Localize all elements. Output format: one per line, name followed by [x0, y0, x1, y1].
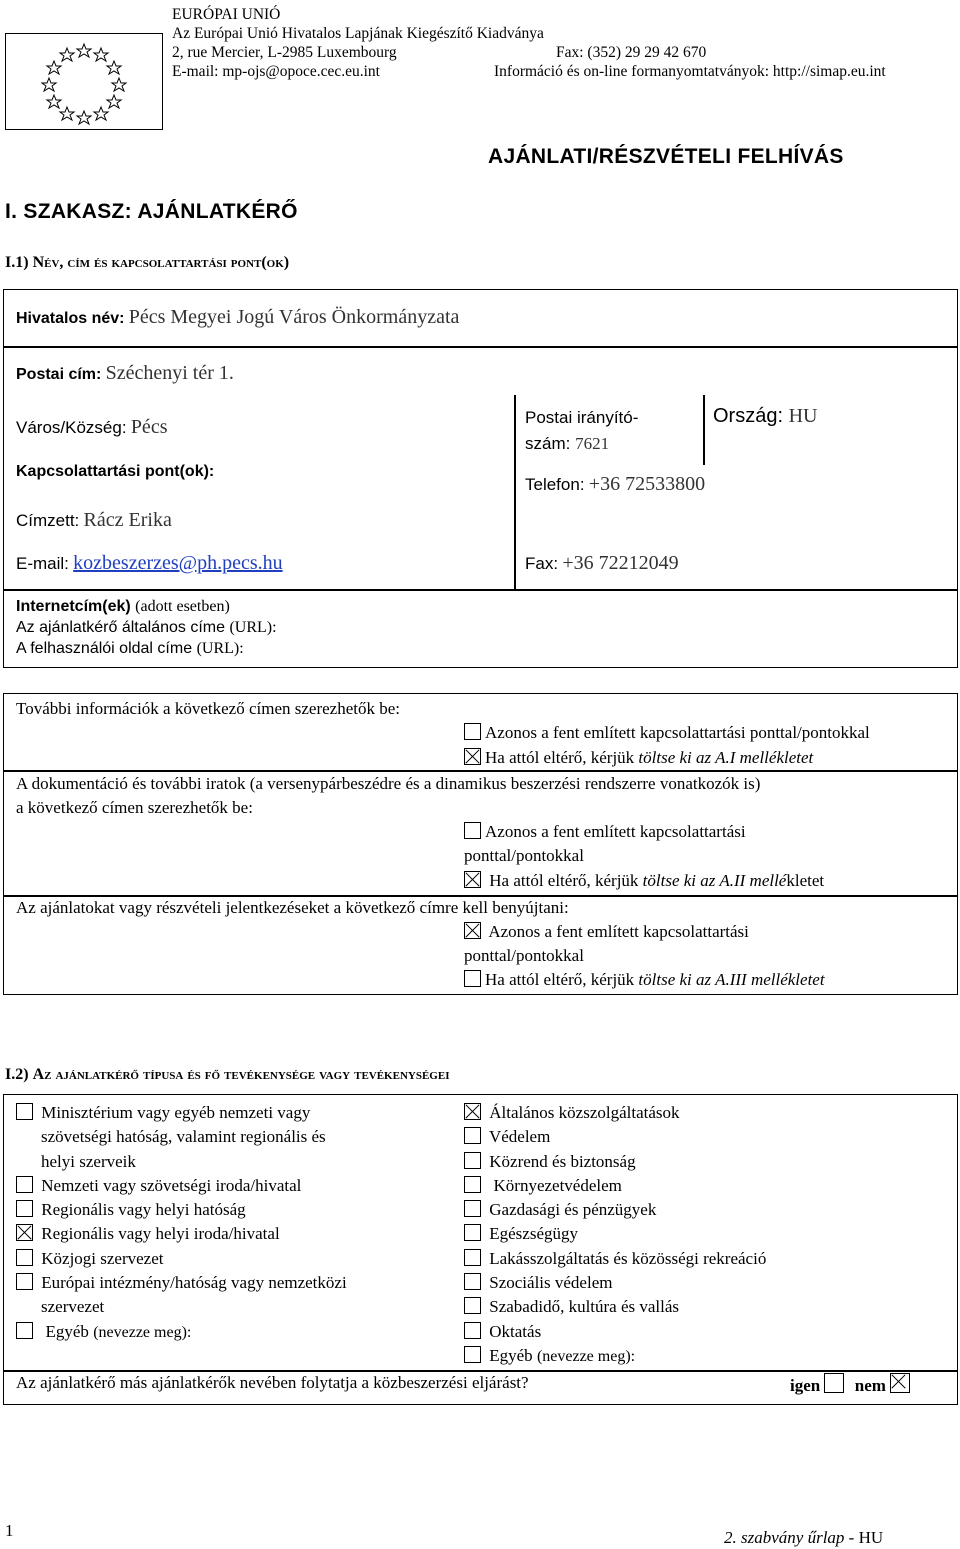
checkbox-unchecked[interactable]: [16, 1176, 33, 1193]
activity-defence: Védelem: [464, 1125, 766, 1149]
postal-address-value: Széchenyi tér 1.: [105, 362, 234, 384]
checkbox-checked[interactable]: [464, 1103, 481, 1120]
checkbox-unchecked[interactable]: [464, 1176, 481, 1193]
attention-row: Címzett: Rácz Erika: [16, 509, 172, 531]
yes-checkbox[interactable]: [824, 1373, 844, 1393]
checkbox-checked[interactable]: [464, 922, 481, 939]
checkbox-unchecked[interactable]: [464, 822, 481, 839]
country-value: HU: [788, 405, 818, 427]
type-public-law-body: Közjogi szervezet: [16, 1247, 347, 1271]
checkbox-unchecked[interactable]: [464, 1127, 481, 1144]
checkbox-unchecked[interactable]: [464, 1152, 481, 1169]
email-row: E-mail: kozbeszerzes@ph.pecs.hu: [16, 552, 283, 574]
header-publication: Az Európai Unió Hivatalos Lapjának Kiegészítő Kiadványa: [172, 25, 544, 42]
submission-opt-same-cont: ponttal/pontokkal: [464, 946, 584, 965]
attention-value: Rácz Erika: [83, 509, 172, 531]
zip-value: 7621: [575, 434, 610, 453]
checkbox-unchecked[interactable]: [464, 1200, 481, 1217]
fax-row: Fax: +36 72212049: [525, 552, 679, 574]
activity-public-order: Közrend és biztonság: [464, 1150, 766, 1174]
contact-point-label: Kapcsolattartási pont(ok):: [16, 463, 215, 480]
checkbox-unchecked[interactable]: [16, 1322, 33, 1339]
documents-question-1: A dokumentáció és további iratok (a versenypárbeszédre és a dinamikus beszerzési rendszerre vonatkozók is): [16, 774, 761, 793]
checkbox-unchecked[interactable]: [16, 1103, 33, 1120]
documents-opt-same: Azonos a fent említett kapcsolattartási: [464, 822, 746, 842]
activity-recreation: Szabadidő, kultúra és vallás: [464, 1295, 766, 1319]
eu-flag-icon: [5, 33, 163, 130]
type-ministry: Minisztérium vagy egyéb nemzeti vagy: [16, 1101, 347, 1125]
city-value: Pécs: [130, 416, 168, 438]
header-org: EURÓPAI UNIÓ: [172, 6, 281, 23]
activity-general-services: Általános közszolgáltatások: [464, 1101, 766, 1125]
submission-opt-same: Azonos a fent említett kapcsolattartási: [464, 922, 749, 942]
country-row: Ország: HU: [713, 405, 818, 427]
zip-label: Postai irányító- szám: 7621: [525, 408, 639, 453]
checkbox-checked[interactable]: [464, 748, 481, 765]
activity-other: Egyéb (nevezze meg):: [464, 1344, 766, 1369]
checkbox-unchecked[interactable]: [464, 1322, 481, 1339]
submission-question: Az ajánlatokat vagy részvételi jelentkezéseket a következő címre kell benyújtani:: [16, 898, 569, 917]
checkbox-unchecked[interactable]: [464, 723, 481, 740]
checkbox-unchecked[interactable]: [16, 1273, 33, 1290]
checkbox-unchecked[interactable]: [464, 1273, 481, 1290]
form-name: 2. szabvány űrlap - HU: [724, 1528, 884, 1547]
email-link[interactable]: kozbeszerzes@ph.pecs.hu: [73, 552, 283, 574]
section-title: I. SZAKASZ: AJÁNLATKÉRŐ: [5, 200, 298, 223]
checkbox-unchecked[interactable]: [464, 970, 481, 987]
header-fax: Fax: (352) 29 29 42 670: [556, 44, 707, 61]
official-name-value: Pécs Megyei Jogú Város Önkormányzata: [128, 306, 460, 328]
type-regional-authority: Regionális vagy helyi hatóság: [16, 1198, 347, 1222]
documents-opt-other: Ha attól eltérő, kérjük töltse ki az A.II mellékletet: [464, 871, 824, 891]
type-european-institution: Európai intézmény/hatóság vagy nemzetközi: [16, 1271, 347, 1295]
checkbox-unchecked[interactable]: [464, 1249, 481, 1266]
main-activities: [464, 1101, 766, 1369]
page-number: 1: [5, 1521, 14, 1540]
header-address: 2, rue Mercier, L-2985 Luxembourg: [172, 44, 397, 61]
document-title: AJÁNLATI/RÉSZVÉTELI FELHÍVÁS: [488, 145, 844, 168]
documents-question-2: a következő címen szerezhetők be:: [16, 798, 253, 817]
subsection-2-heading: I.2) Az ajánlatkérő típusa és fő tevékenysége vagy tevékenységei: [5, 1066, 450, 1083]
documents-opt-same-cont: ponttal/pontokkal: [464, 846, 584, 865]
checkbox-unchecked[interactable]: [464, 1297, 481, 1314]
checkbox-unchecked[interactable]: [16, 1200, 33, 1217]
activity-housing: Lakásszolgáltatás és közösségi rekreáció: [464, 1247, 766, 1271]
checkbox-checked[interactable]: [464, 871, 481, 888]
header-info: Információ és on-line formanyomtatványok: http://simap.eu.int: [494, 63, 886, 80]
submission-opt-other: Ha attól eltérő, kérjük töltse ki az A.III mellékletet: [464, 970, 825, 990]
type-other: Egyéb (nevezze meg):: [16, 1320, 347, 1345]
activity-education: Oktatás: [464, 1320, 766, 1344]
official-name-row: Hivatalos név: Pécs Megyei Jogú Város Önkormányzata: [16, 306, 460, 328]
activity-social-protection: Szociális védelem: [464, 1271, 766, 1295]
type-national-agency: Nemzeti vagy szövetségi iroda/hivatal: [16, 1174, 347, 1198]
fax-value: +36 72212049: [562, 552, 679, 574]
checkbox-unchecked[interactable]: [464, 1224, 481, 1241]
internet-block: Internetcím(ek) (adott esetben) Az ajánlatkérő általános címe (URL): A felhasználói oldal címe (URL):: [16, 598, 277, 657]
behalf-answer: igen nem: [790, 1373, 914, 1396]
authority-types: Minisztérium vagy egyéb nemzeti vagy szövetségi hatóság, valamint regionális és helyi szerveik Nemzeti vagy szövetségi iroda/hivatal Regionális vagy helyi hatóság Regionális vagy helyi iroda/hivatal Közjogi szervezet Európai intézmény/hatóság vagy nemzetközi szervezet Egyéb (nevezze meg):: [16, 1101, 347, 1345]
type-regional-agency: Regionális vagy helyi iroda/hivatal: [16, 1222, 347, 1246]
further-info-question: További információk a következő címen szerezhetők be:: [16, 699, 400, 718]
further-info-opt-other: Ha attól eltérő, kérjük töltse ki az A.I mellékletet: [464, 748, 813, 768]
behalf-question: Az ajánlatkérő más ajánlatkérők nevében folytatja a közbeszerzési eljárást?: [16, 1373, 529, 1392]
checkbox-unchecked[interactable]: [16, 1249, 33, 1266]
checkbox-unchecked[interactable]: [464, 1346, 481, 1363]
activity-environment: Környezetvédelem: [464, 1174, 766, 1198]
postal-address-row: Postai cím: Széchenyi tér 1.: [16, 362, 234, 384]
header-email: E-mail: mp-ojs@opoce.cec.eu.int: [172, 63, 380, 80]
activity-economic-affairs: Gazdasági és pénzügyek: [464, 1198, 766, 1222]
city-row: Város/Község: Pécs: [16, 416, 168, 438]
checkbox-checked[interactable]: [16, 1224, 33, 1241]
activity-health: Egészségügy: [464, 1222, 766, 1246]
subsection-1-heading: I.1) Név, cím és kapcsolattartási pont(ok): [5, 254, 290, 271]
phone-value: +36 72533800: [588, 473, 706, 495]
no-checkbox[interactable]: [890, 1373, 910, 1393]
phone-row: Telefon: +36 72533800: [525, 473, 706, 495]
further-info-opt-same: Azonos a fent említett kapcsolattartási ponttal/pontokkal: [464, 723, 870, 743]
